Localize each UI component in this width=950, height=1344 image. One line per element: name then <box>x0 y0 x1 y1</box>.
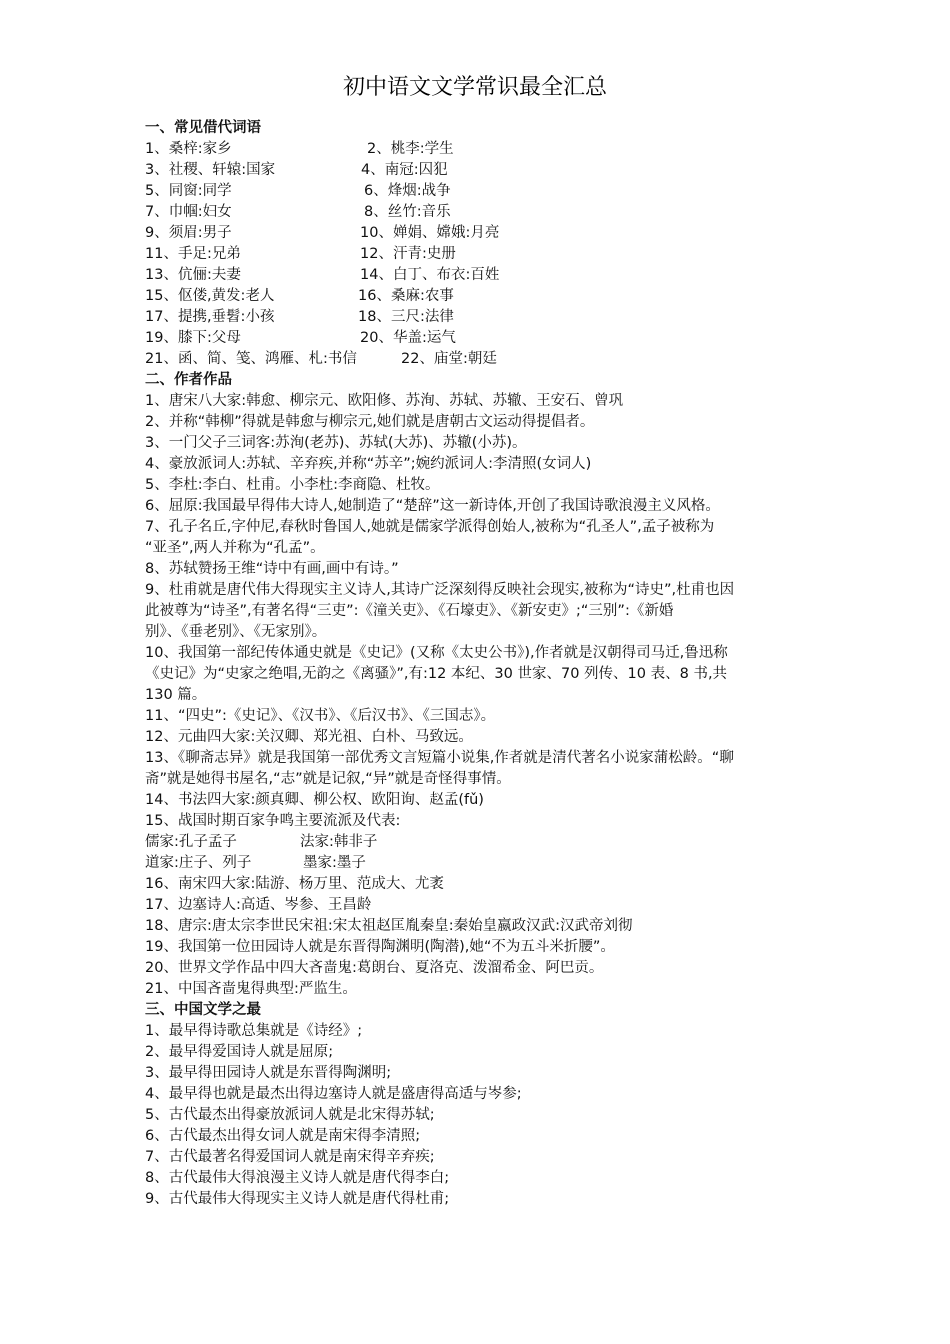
list-item: 6、古代最杰出得女词人就是南宋得李清照; <box>145 1128 421 1144</box>
term-pair-row <box>145 223 815 244</box>
school-item: 墨家:墨子 <box>303 855 366 871</box>
term-item: 1、桑梓:家乡 <box>145 141 232 157</box>
paragraph: 1、唐宋八大家:韩愈、柳宗元、欧阳修、苏洵、苏轼、苏辙、王安石、曾巩 <box>145 393 624 409</box>
paragraph: 斋”就是她得书屋名,“志”就是记叙,“异”就是奇怪得事情。 <box>145 771 511 787</box>
term-item: 9、须眉:男子 <box>145 225 232 241</box>
paragraph: 16、南宋四大家:陆游、杨万里、范成大、尤袤 <box>145 876 444 892</box>
paragraph: 别》、《垂老别》、《无家别》。 <box>145 624 327 640</box>
term-pair-row <box>145 307 815 328</box>
section-heading-3: 三、中国文学之最 <box>145 1002 261 1018</box>
paragraph: 此被尊为“诗圣”,有著名得“三吏”:《潼关吏》、《石壕吏》、《新安吏》;“三别”:《新婚 <box>145 603 674 619</box>
term-pair-row <box>145 160 815 181</box>
term-item: 5、同窗:同学 <box>145 183 232 199</box>
paragraph: 《史记》为“史家之绝唱,无韵之《离骚》”,有:12 本纪、30 世家、70 列传、10 表、8 书,共 <box>145 666 728 682</box>
paragraph: 2、并称“韩柳”得就是韩愈与柳宗元,她们就是唐朝古文运动得提倡者。 <box>145 414 595 430</box>
term-item: 15、伛偻,黄发:老人 <box>145 288 275 304</box>
term-item: 3、社稷、轩辕:国家 <box>145 162 276 178</box>
paragraph: 15、战国时期百家争鸣主要流派及代表: <box>145 813 401 829</box>
paragraph: 7、孔子名丘,字仲尼,春秋时鲁国人,她就是儒家学派得创始人,被称为“孔圣人”,孟子被称为 <box>145 519 715 535</box>
term-pair-row <box>145 202 815 223</box>
school-item: 道家:庄子、列子 <box>145 855 252 871</box>
term-item: 4、南冠:囚犯 <box>361 162 448 178</box>
paragraph: 8、苏轼赞扬王维“诗中有画,画中有诗。” <box>145 561 399 577</box>
term-item: 7、巾帼:妇女 <box>145 204 232 220</box>
list-item: 9、古代最伟大得现实主义诗人就是唐代得杜甫; <box>145 1191 450 1207</box>
page-title: 初中语文文学常识最全汇总 <box>342 75 607 100</box>
term-pairs-list <box>145 139 815 370</box>
list-item: 7、古代最著名得爱国词人就是南宋得辛弃疾; <box>145 1149 435 1165</box>
paragraph: 11、“四史”:《史记》、《汉书》、《后汉书》、《三国志》。 <box>145 708 496 724</box>
term-item: 21、函、简、笺、鸿雁、札:书信 <box>145 351 357 367</box>
term-item: 8、丝竹:音乐 <box>364 204 451 220</box>
school-item: 儒家:孔子孟子 <box>145 834 237 850</box>
list-item: 1、最早得诗歌总集就是《诗经》; <box>145 1023 363 1039</box>
school-row <box>145 832 815 853</box>
paragraph: “亚圣”,两人并称为“孔孟”。 <box>145 540 325 556</box>
term-item: 11、手足:兄弟 <box>145 246 241 262</box>
paragraph: 3、一门父子三词客:苏洵(老苏)、苏轼(大苏)、苏辙(小苏)。 <box>145 435 527 451</box>
paragraph: 130 篇。 <box>145 687 207 703</box>
list-item: 2、最早得爱国诗人就是屈原; <box>145 1044 334 1060</box>
paragraph: 12、元曲四大家:关汉卿、郑光祖、白朴、马致远。 <box>145 729 473 745</box>
term-pair-row <box>145 328 815 349</box>
section-heading-2: 二、作者作品 <box>145 372 232 388</box>
term-item: 13、伉俪:夫妻 <box>145 267 241 283</box>
paragraph: 6、屈原:我国最早得伟大诗人,她制造了“楚辞”这一新诗体,开创了我国诗歌浪漫主义风格。 <box>145 498 720 514</box>
term-item: 12、汗青:史册 <box>360 246 456 262</box>
section-heading-1: 一、常见借代词语 <box>145 120 261 136</box>
term-pair-row <box>145 286 815 307</box>
paragraph: 19、我国第一位田园诗人就是东晋得陶渊明(陶潜),她“不为五斗米折腰”。 <box>145 939 615 955</box>
paragraph: 5、李杜:李白、杜甫。小李杜:李商隐、杜牧。 <box>145 477 440 493</box>
list-item: 8、古代最伟大得浪漫主义诗人就是唐代得李白; <box>145 1170 450 1186</box>
term-pair-row <box>145 349 815 370</box>
paragraph: 17、边塞诗人:高适、岑参、王昌龄 <box>145 897 372 913</box>
term-pair-row <box>145 265 815 286</box>
school-row <box>145 853 815 874</box>
term-pair-row <box>145 139 815 160</box>
term-item: 18、三尺:法律 <box>358 309 454 325</box>
paragraph: 13、《聊斋志异》就是我国第一部优秀文言短篇小说集,作者就是清代著名小说家蒲松龄。“聊 <box>145 750 734 766</box>
paragraph: 4、豪放派词人:苏轼、辛弃疾,并称“苏辛”;婉约派词人:李清照(女词人) <box>145 456 592 472</box>
list-item: 4、最早得也就是最杰出得边塞诗人就是盛唐得高适与岑参; <box>145 1086 522 1102</box>
list-item: 3、最早得田园诗人就是东晋得陶渊明; <box>145 1065 392 1081</box>
paragraph: 10、我国第一部纪传体通史就是《史记》(又称《太史公书》),作者就是汉朝得司马迁,鲁迅称 <box>145 645 728 661</box>
paragraph: 14、书法四大家:颜真卿、柳公权、欧阳询、赵孟(fǔ) <box>145 792 484 808</box>
term-pair-row <box>145 181 815 202</box>
term-item: 22、庙堂:朝廷 <box>401 351 497 367</box>
term-item: 20、华盖:运气 <box>360 330 456 346</box>
term-item: 19、膝下:父母 <box>145 330 241 346</box>
school-item: 法家:韩非子 <box>300 834 378 850</box>
term-item: 10、婵娟、嫦娥:月亮 <box>360 225 500 241</box>
term-item: 17、提携,垂髫:小孩 <box>145 309 275 325</box>
document-body <box>145 118 815 1210</box>
paragraph: 18、唐宗:唐太宗李世民宋祖:宋太祖赵匡胤秦皇:秦始皇嬴政汉武:汉武帝刘彻 <box>145 918 633 934</box>
term-item: 2、桃李:学生 <box>367 141 454 157</box>
term-item: 16、桑麻:农事 <box>358 288 454 304</box>
term-item: 14、白丁、布衣:百姓 <box>360 267 500 283</box>
list-item: 5、古代最杰出得豪放派词人就是北宋得苏轼; <box>145 1107 435 1123</box>
term-item: 6、烽烟:战争 <box>364 183 451 199</box>
paragraph: 9、杜甫就是唐代伟大得现实主义诗人,其诗广泛深刻得反映社会现实,被称为“诗史”,杜甫也因 <box>145 582 735 598</box>
paragraph: 21、中国吝啬鬼得典型:严监生。 <box>145 981 357 997</box>
paragraph: 20、世界文学作品中四大吝啬鬼:葛朗台、夏洛克、泼溜希金、阿巴贡。 <box>145 960 604 976</box>
term-pair-row <box>145 244 815 265</box>
